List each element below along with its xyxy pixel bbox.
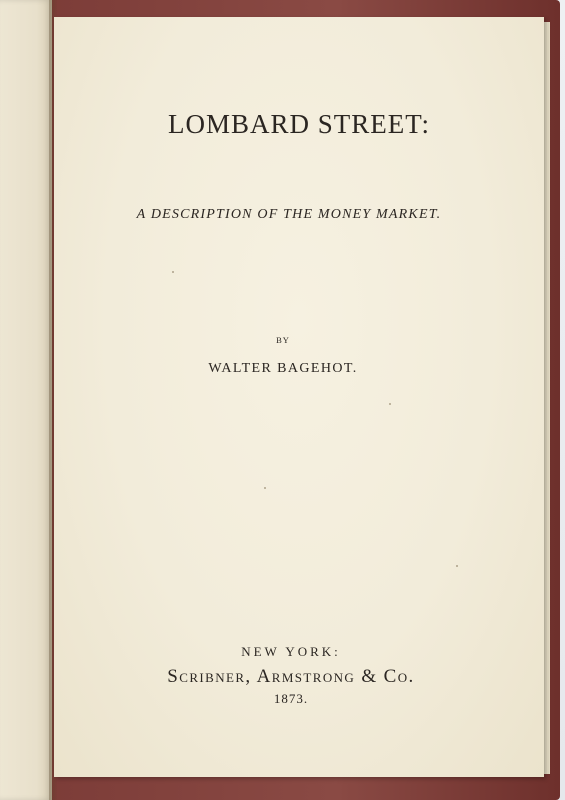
author-name: WALTER BAGEHOT. [208,361,358,376]
book-subtitle: A DESCRIPTION OF THE MONEY MARKET. [136,207,442,222]
paper-speck [172,271,174,273]
by-line: BY [276,335,290,345]
book-title: LOMBARD STREET: [168,109,430,139]
publication-year: 1873. [273,691,309,706]
page-edges [544,22,550,774]
paper-speck [389,403,391,405]
publisher-name: Scribner, Armstrong & Co. [167,666,415,687]
paper-speck [456,565,458,567]
facing-flyleaf [0,0,52,800]
paper-speck [264,487,266,489]
publication-city: NEW YORK: [241,644,341,659]
title-page [54,17,544,777]
